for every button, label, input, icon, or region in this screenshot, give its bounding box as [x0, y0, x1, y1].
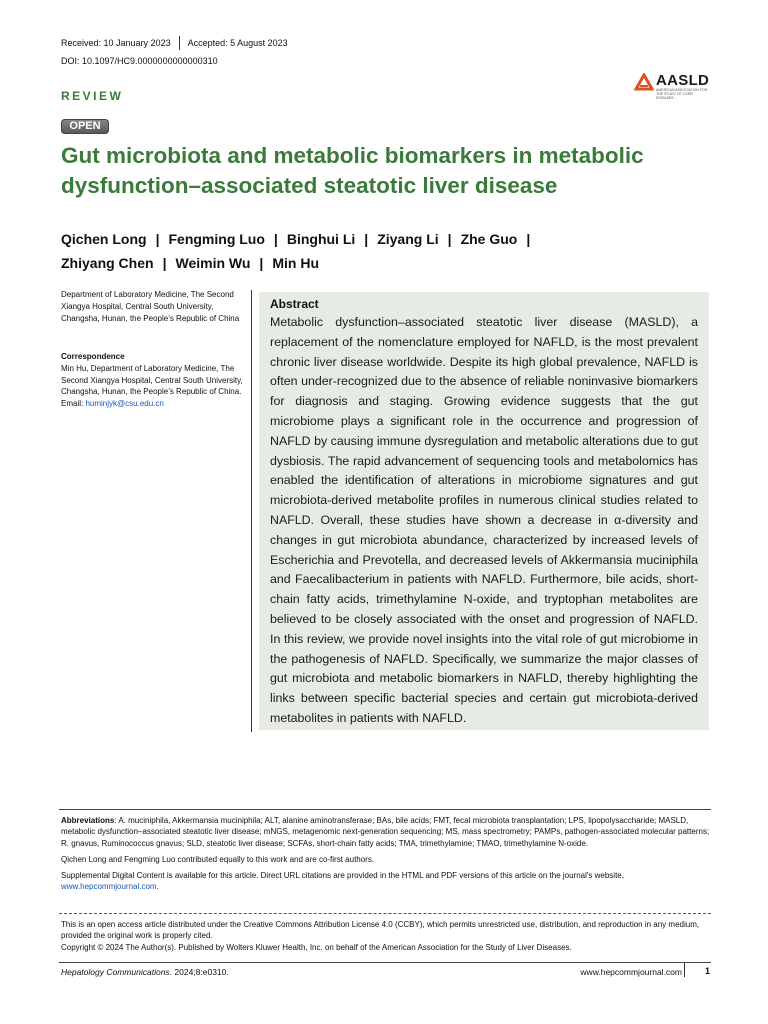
correspondence [61, 351, 246, 410]
aasld-logo [634, 73, 710, 100]
author-name: Weimin Wu [175, 255, 251, 271]
received-date: Received: 10 January 2023 [61, 38, 171, 48]
supplemental-note [61, 870, 711, 893]
open-access-badge: OPEN [61, 119, 109, 134]
page-number: 1 [705, 966, 711, 976]
author-line-2 [61, 251, 711, 275]
copyright-statement: Copyright © 2024 The Author(s). Published by Wolters Kluwer Health, Inc. on behalf of the American Association for the Study of Liver Diseases. [61, 942, 572, 952]
correspondence-text: Min Hu, Department of Laboratory Medicine, The Second Xiangya Hospital, Central South University, Changsha, Hunan, the People’s Republic of China. [61, 363, 243, 397]
author-separator: | [364, 231, 369, 247]
author-separator: | [259, 255, 264, 271]
author-separator: | [526, 231, 531, 247]
author-name: Zhe Guo [460, 231, 518, 247]
author-name: Qichen Long [61, 231, 147, 247]
correspondence-heading: Correspondence [61, 352, 125, 361]
email-label: Email: [61, 399, 86, 409]
license-statement: This is an open access article distributed under the Creative Commons Attribution License 4.0 (CCBY), which permits unrestricted use, distribution, and reproduction in any medium, provided the original work is properly cited. [61, 920, 700, 941]
author-line-1 [61, 227, 711, 251]
article-title: Gut microbiota and metabolic biomarkers in metabolic dysfunction–associated steatotic liver disease [61, 143, 644, 198]
accepted-date: Accepted: 5 August 2023 [187, 38, 288, 48]
author-name: Fengming Luo [168, 231, 265, 247]
supplemental-end: . [156, 882, 159, 892]
journal-site[interactable]: www.hepcommjournal.com [580, 967, 682, 977]
abbreviations-text: : A. muciniphila, Akkermansia muciniphila; ALT, alanine aminotransferase; BAs, bile acids; FMT, fecal microbiota transplantation; LPS, lipopolysaccharide; MASLD, metabolic dysfunction–associated steatotic liver disease; mNGS, metagenomic next-generation sequencing; MS, mass spectrometry; PAMPs, pathogen-associated molecular patterns; R. gnavus, Ruminococcus gnavus; SLD, steatotic liver disease; SCFAs, short-chain fatty acids; TMA, trimethylamine; TMAO, trimethylamine N-oxide. [61, 816, 710, 848]
author-list [61, 227, 711, 275]
author-separator: | [273, 231, 278, 247]
footnotes [61, 815, 711, 898]
citation-details: . 2024;8:e0310. [169, 967, 229, 977]
footnote-rule [59, 809, 711, 810]
author-name: Binghui Li [286, 231, 356, 247]
abstract-heading: Abstract [270, 297, 319, 311]
abbreviations-label: Abbreviations [61, 816, 115, 825]
author-separator: | [447, 231, 452, 247]
doi[interactable]: DOI: 10.1097/HC9.0000000000000310 [61, 56, 218, 66]
supplemental-text: Supplemental Digital Content is available for this article. Direct URL citations are provided in the HTML and PDF versions of this article on the journal's website, [61, 871, 624, 881]
article-dates [61, 36, 288, 50]
footer-rule [59, 962, 711, 963]
date-separator [179, 36, 180, 50]
page-number-separator [684, 963, 685, 977]
author-name: Ziyang Li [377, 231, 439, 247]
journal-website-link[interactable]: www.hepcommjournal.com [61, 882, 157, 892]
cofirst-note: Qichen Long and Fengming Luo contributed equally to this work and are co-first authors. [61, 854, 375, 864]
affiliation: Department of Laboratory Medicine, The Second Xiangya Hospital, Central South University, Changsha, Hunan, the People’s Republic of China [61, 290, 240, 323]
author-separator: | [162, 255, 167, 271]
journal-name: Hepatology Communications [61, 967, 170, 977]
column-divider [251, 290, 252, 732]
article-type: REVIEW [61, 89, 124, 103]
license-divider [59, 913, 711, 914]
license [61, 919, 711, 953]
journal-citation [61, 967, 229, 977]
aasld-logo-mark-icon [634, 73, 654, 91]
logo-tagline: AMERICAN ASSOCIATION FOR THE STUDY OF LIVER DISEASES [656, 88, 708, 100]
logo-name: AASLD [656, 72, 710, 89]
author-name: Zhiyang Chen [61, 255, 154, 271]
email-link[interactable]: huminjyk@csu.edu.cn [85, 399, 164, 409]
correspondence-email-line [61, 398, 246, 410]
abbreviations-note [61, 815, 711, 849]
author-separator: | [155, 231, 160, 247]
abstract-box [259, 292, 709, 730]
author-name: Min Hu [272, 255, 319, 271]
abstract-text: Metabolic dysfunction–associated steatotic liver disease (MASLD), a replacement of the nomenclature employed for NAFLD, is the most prevalent chronic liver disease worldwide. Despite its high global prevalence, NAFLD is often under-recognized due to the absence of reliable noninvasive biomarkers for diagnosis and staging. Growing evidence suggests that the gut microbiome plays a significant role in the occurrence and progression of NAFLD by causing immune dysregulation and metabolic alterations due to gut dysbiosis. The rapid advancement of sequencing tools and metabolomics has enabled the identification of alterations in microbiome signatures and gut microbiota-derived metabolite profiles in numerous clinical studies related to NAFLD. Overall, these studies have shown a decrease in α-diversity and changes in gut microbiota abundance, characterized by increased levels of Escherichia and Prevotella, and decreased levels of Akkermansia muciniphila and Faecalibacterium in patients with NAFLD. Furthermore, bile acids, short-chain fatty acids, trimethylamine N-oxide, and tryptophan metabolites are believed to be closely associated with the onset and progression of NAFLD. In this review, we provide novel insights into the vital role of gut microbiome in the pathogenesis of NAFLD. Specifically, we summarize the major classes of gut microbiota and metabolic biomarkers in NAFLD, thereby highlighting the links between specific bacterial species and certain gut microbiota-derived metabolites in patients with NAFLD. [270, 315, 698, 725]
